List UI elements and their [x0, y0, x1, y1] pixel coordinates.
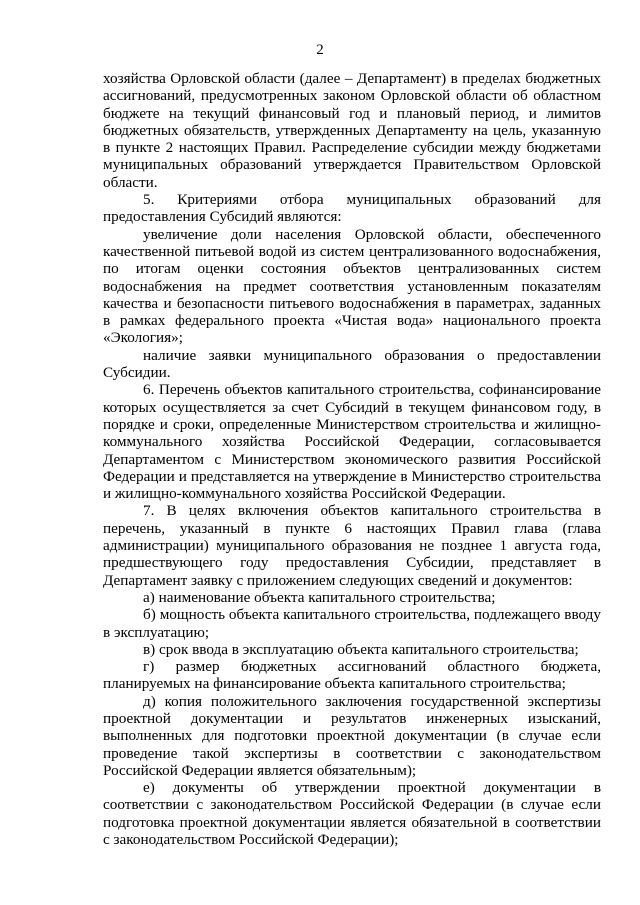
list-item-e: е) документы об утверждении проектной документации в соответствии с законодательством Российской Федерации (в случае если подготовка проектной документации является обязательной в соответствии с законодательством Российской Федерации); — [103, 779, 601, 849]
paragraph-continuation: хозяйства Орловской области (далее – Департамент) в пределах бюджетных ассигнований, предусмотренных законом Орловской области об областном бюджете на текущий финансовый год и плановый период, и лимитов бюджетных обязательств, утвержденных Департаменту на цель, указанную в пункте 2 настоящих Правил. Распределение субсидии между бюджетами муниципальных образований утверждается Правительством Орловской области. — [103, 70, 601, 191]
page-number: 2 — [316, 42, 324, 58]
paragraph-criterion-application: наличие заявки муниципального образования о предоставлении Субсидии. — [103, 346, 601, 382]
list-item-v: в) срок ввода в эксплуатацию объекта капитального строительства; — [143, 640, 579, 658]
document-body — [103, 70, 601, 848]
paragraph-item-6: 6. Перечень объектов капитального строительства, софинансирование которых осуществляется за счет Субсидий в текущем финансовом году, в порядке и сроки, определенные Министерством строительства и жилищно-коммунального хозяйства Российской Федерации, согласовывается Департаментом с Министерством экономического развития Российской Федерации и представляется на утверждение в Министерство строительства и жилищно-коммунального хозяйства Российской Федерации. — [103, 381, 601, 503]
paragraph-criterion-population: увеличение доли населения Орловской области, обеспеченного качественной питьевой водой из систем централизованного водоснабжения, по итогам оценки состояния объектов централизованных систем водоснабжения на предмет соответствия установленным показателям качества и безопасности питьевого водоснабжения в параметрах, заданных в рамках федерального проекта «Чистая вода» национального проекта «Экология»; — [103, 225, 601, 347]
list-item-b: б) мощность объекта капитального строительства, подлежащего вводу в эксплуатацию; — [103, 606, 601, 641]
list-item-a: а) наименование объекта капитального строительства; — [143, 588, 496, 606]
paragraph-item-5: 5. Критериями отбора муниципальных образований для предоставления Субсидий являются: — [103, 191, 601, 226]
list-item-g: г) размер бюджетных ассигнований областного бюджета, планируемых на финансирование объекта капитального строительства; — [103, 658, 601, 693]
list-item-d: д) копия положительного заключения государственной экспертизы проектной документации и результатов инженерных изысканий, выполненных для подготовки проектной документации (в случае если проведение такой экспертизы в соответствии с законодательством Российской Федерации является обязательным); — [103, 692, 601, 779]
paragraph-item-7: 7. В целях включения объектов капитального строительства в перечень, указанный в пункте 6 настоящих Правил глава (глава администрации) муниципального образования не позднее 1 августа года, предшествующего году предоставления Субсидии, представляет в Департамент заявку с приложением следующих сведений и документов: — [103, 502, 601, 589]
